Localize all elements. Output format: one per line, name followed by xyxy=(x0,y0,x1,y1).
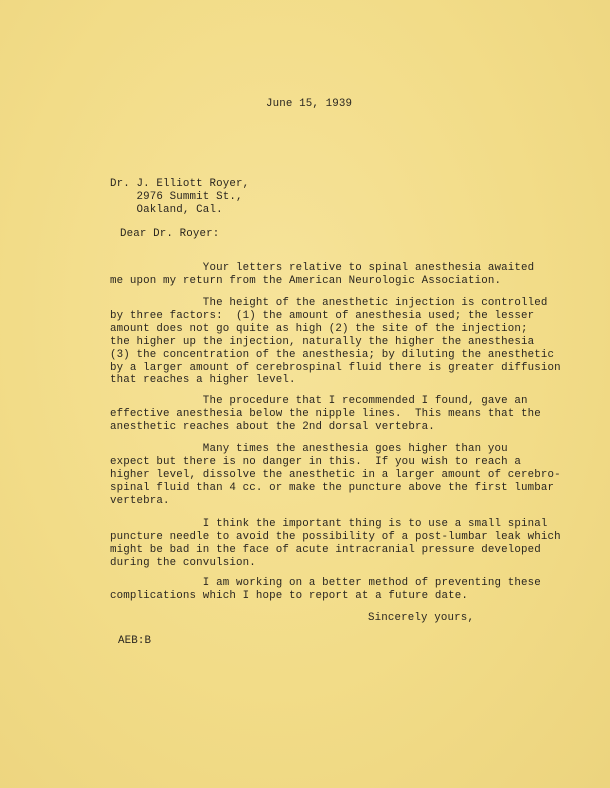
closing: Sincerely yours, xyxy=(368,612,475,624)
paragraph-3: The procedure that I recommended I found, gave an effective anesthesia below the nipple lines. This means that the anesthetic reaches about the 2nd dorsal vertebra. xyxy=(110,395,541,433)
paragraph-5: I think the important thing is to use a small spinal puncture needle to avoid the possibility of a post-lumbar leak which might be bad in the face of acute intracranial pressure developed during the convulsion. xyxy=(110,518,561,569)
recipient-address: Dr. J. Elliott Royer, 2976 Summit St., Oakland, Cal. xyxy=(110,178,250,216)
paragraph-1: Your letters relative to spinal anesthesia awaited me upon my return from the American Neurologic Association. xyxy=(110,262,535,287)
paragraph-4: Many times the anesthesia goes higher than you expect but there is no danger in this. If you wish to reach a higher level, dissolve the anesthetic in a larger amount of cerebro- spinal fluid than 4 cc. or make the puncture above the first lumbar vertebra. xyxy=(110,443,561,507)
paragraph-6: I am working on a better method of preventing these complications which I hope to report at a future date. xyxy=(110,577,541,602)
reference-initials: AEB:B xyxy=(118,635,152,647)
letter-date: June 15, 1939 xyxy=(266,98,353,110)
salutation: Dear Dr. Royer: xyxy=(120,228,220,240)
paragraph-2: The height of the anesthetic injection is controlled by three factors: (1) the amount of anesthesia used; the lesser amount does not go quite as high (2) the site of the injection; the higher up the injection, naturally the higher the anesthesia (3) the concentration of the anesthesia; by diluting the anesthetic by a larger amount of cerebrospinal fluid there is greater diffusion that reaches a higher level. xyxy=(110,297,561,387)
